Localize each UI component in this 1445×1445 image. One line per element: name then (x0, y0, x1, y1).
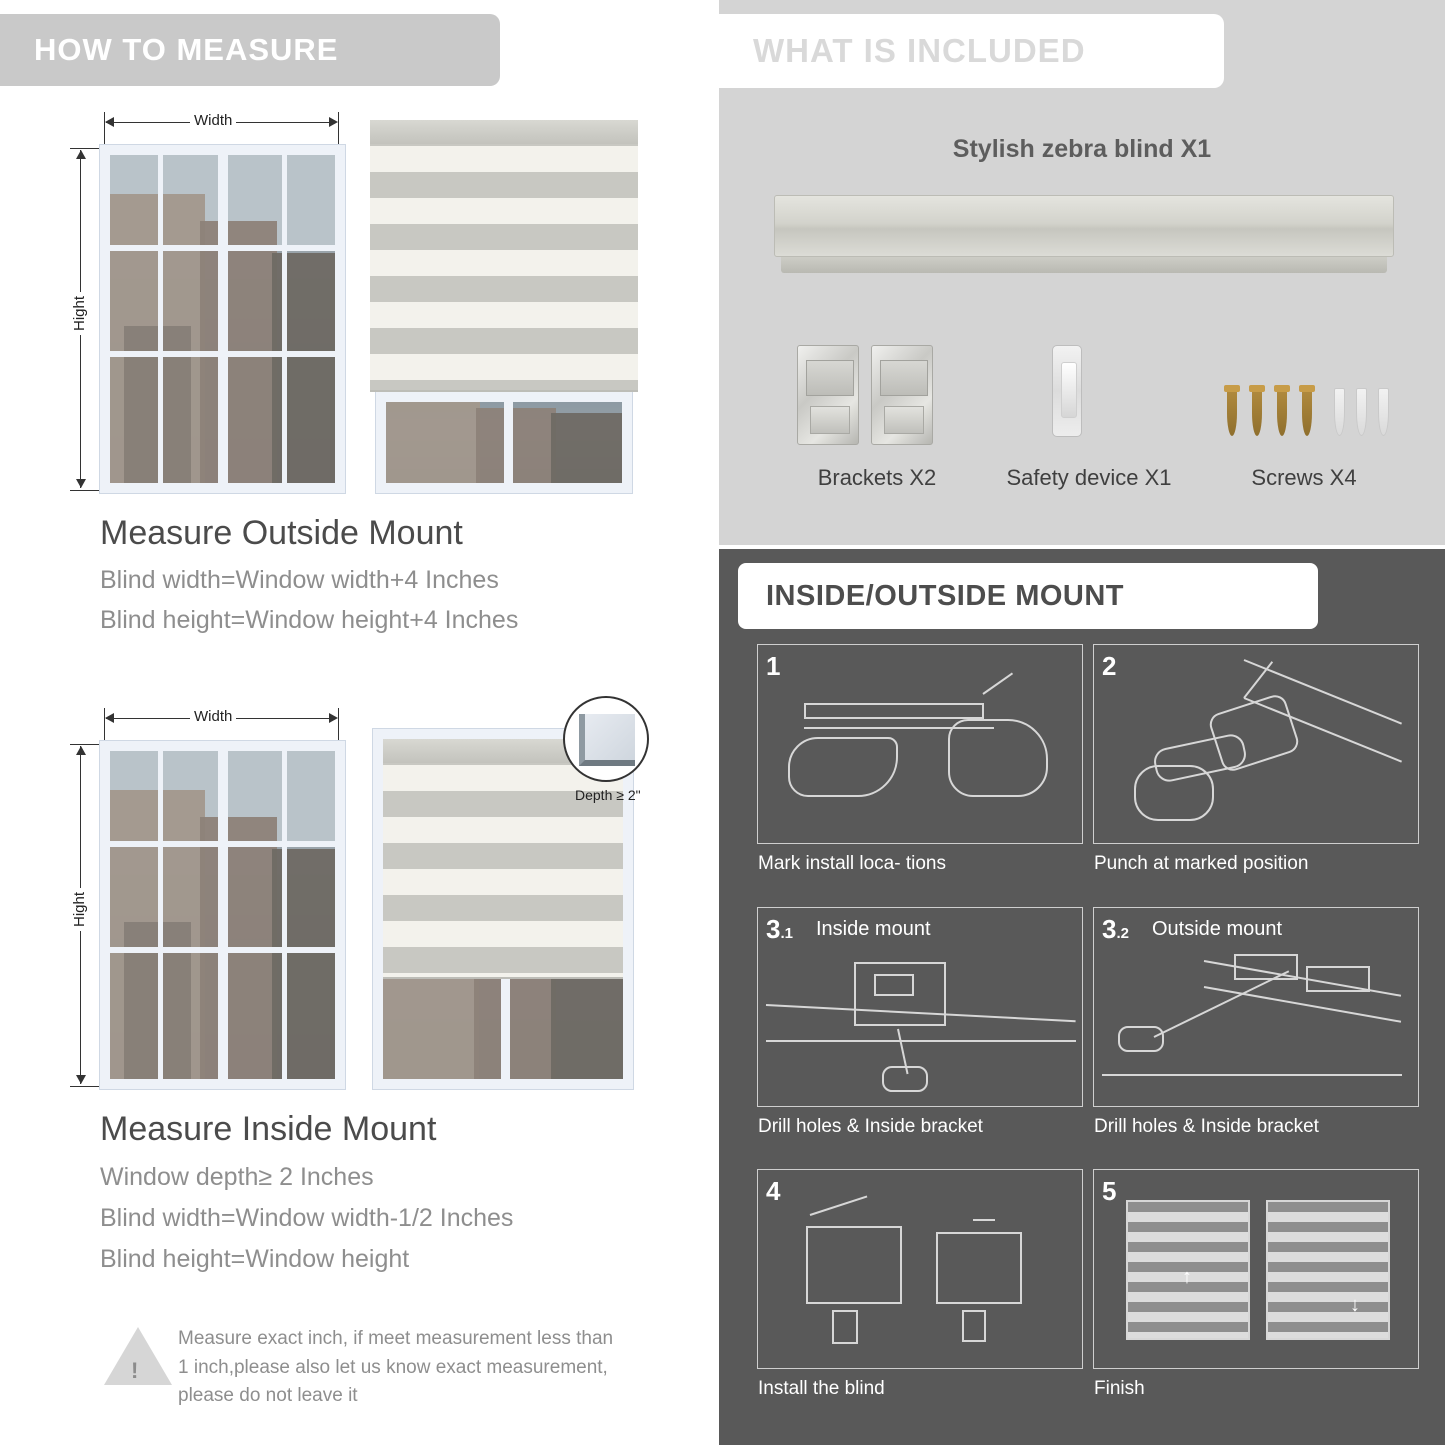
blind-preview-lowered (1266, 1200, 1390, 1340)
warning-exclamation-icon: ! (131, 1358, 139, 1383)
step-1-sketch (758, 645, 1082, 843)
zebra-blind-headrail-illustration (774, 195, 1394, 257)
dim-arrow (76, 150, 86, 159)
inside-mount-line-1: Window depth≥ 2 Inches (100, 1163, 374, 1191)
grid-bar (158, 751, 163, 1079)
zebra-shade (370, 120, 638, 392)
screwdriver-shaft (1154, 970, 1290, 1038)
grid-bar (110, 351, 335, 357)
step-2-number: 2 (1102, 651, 1117, 681)
depth-corner-illustration (579, 714, 635, 766)
bracket-outline (1234, 954, 1298, 980)
dim-arrow (329, 713, 338, 723)
step-2-sketch (1094, 645, 1418, 843)
bracket-icon (797, 345, 859, 445)
outer-frame (373, 729, 633, 1089)
depth-label: Depth ≥ 2" (575, 787, 641, 803)
wall-line (766, 1040, 1076, 1042)
step-4-sketch (758, 1170, 1082, 1368)
dim-arrow (105, 117, 114, 127)
warning-text: Measure exact inch, if meet measurement less than 1 inch,please also let us know exact measurement, please do not leave it (178, 1328, 614, 1406)
screwdriver-handle (882, 1066, 928, 1092)
hand (788, 737, 898, 797)
step-5-number: 5 (1102, 1176, 1117, 1206)
mullion (218, 751, 228, 1079)
hand (1134, 765, 1214, 821)
how-to-measure-banner: HOW TO MEASURE (0, 14, 500, 86)
bracket-icon (871, 345, 933, 445)
safety-device-label: Safety device X1 (1006, 465, 1172, 490)
blind-weight (832, 1310, 858, 1344)
depth-callout (563, 696, 649, 782)
safety-device-icon (1052, 345, 1082, 437)
window-illustration (100, 145, 345, 493)
outside-height-label: Hight (71, 292, 88, 335)
blind-headrail (370, 120, 638, 144)
grid-bar (282, 751, 287, 1079)
screw-icon (1277, 390, 1287, 436)
headrail-lip (781, 257, 1387, 273)
step-1-illustration (757, 644, 1083, 874)
dim-arrow (329, 117, 338, 127)
step-3-2-number: 3.2 (1102, 914, 1129, 944)
grid-bar (110, 841, 335, 847)
up-arrow-icon: ↑ (1182, 1266, 1192, 1288)
dim-arrow (76, 479, 86, 488)
screwdriver-handle (1118, 1026, 1164, 1052)
inside-outside-mount-panel (719, 549, 1445, 1445)
mullion (504, 402, 513, 483)
down-arrow-icon (973, 1219, 995, 1221)
building (551, 413, 622, 483)
screw-icon (1252, 390, 1262, 436)
what-is-included-panel (719, 0, 1445, 545)
blind-weight (962, 1310, 986, 1342)
step-3-1-sketch (758, 908, 1082, 1106)
down-arrow-icon: ↓ (1350, 1294, 1360, 1316)
step-1-caption: Mark install loca- tions (758, 853, 946, 874)
step-3-1-sub: .1 (780, 925, 793, 942)
screw-icon (1227, 390, 1237, 436)
step-3-2-illustration (1093, 907, 1419, 1137)
screws-label: Screws X4 (1251, 465, 1357, 490)
hand (948, 719, 1048, 797)
step-5-illustration (1093, 1169, 1419, 1399)
window-with-blind (370, 120, 638, 493)
bracket-slot (874, 974, 914, 996)
outside-mount-line-1: Blind width=Window width+4 Inches (100, 566, 499, 594)
step-3-1-number: 3.1 (766, 914, 793, 944)
wall-anchor-icon (1378, 388, 1389, 436)
included-product-title: Stylish zebra blind X1 (952, 135, 1212, 163)
inside-mount-line-2: Blind width=Window width-1/2 Inches (100, 1204, 514, 1232)
inside-mount-line-3: Blind height=Window height (100, 1245, 410, 1273)
lower-window (376, 392, 632, 493)
inside-outside-mount-banner: INSIDE/OUTSIDE MOUNT (738, 563, 1318, 629)
step-3-2-sub: .2 (1116, 925, 1129, 942)
grid-bar (158, 155, 163, 483)
dim-arrow (105, 713, 114, 723)
step-3-1-inline-label: Inside mount (816, 918, 931, 940)
building (476, 408, 556, 483)
tape-measure (804, 703, 984, 719)
step-4-illustration (757, 1169, 1083, 1399)
bracket-hint (810, 1196, 868, 1216)
step-3-2-sketch (1094, 908, 1418, 1106)
spark (982, 673, 1013, 695)
mullion (218, 155, 228, 483)
bracket-outline (1306, 966, 1370, 992)
step-3-2-inline-label: Outside mount (1152, 918, 1283, 940)
wall-line (1102, 1074, 1402, 1076)
grid-bar (282, 155, 287, 483)
outside-mount-line-2: Blind height=Window height+4 Inches (100, 606, 519, 634)
step-3-2-caption: Drill holes & Inside bracket (1094, 1116, 1319, 1137)
wall-anchor-icon (1356, 388, 1367, 436)
step-5-sketch (1094, 1170, 1418, 1368)
brackets-label: Brackets X2 (817, 465, 937, 490)
outside-width-label: Width (190, 112, 236, 129)
inside-mount-heading: Measure Inside Mount (100, 1110, 437, 1148)
step-2-illustration (1093, 644, 1419, 874)
step-1-number: 1 (766, 651, 781, 681)
blind-body (936, 1232, 1022, 1304)
step-4-number: 4 (766, 1176, 781, 1206)
window-with-blind (373, 729, 633, 1089)
wall-anchor-icon (1334, 388, 1345, 436)
outside-mount-heading: Measure Outside Mount (100, 514, 463, 552)
dim-arrow (76, 1075, 86, 1084)
inside-width-label: Width (190, 708, 236, 725)
inside-height-label: Hight (71, 888, 88, 931)
dim-arrow (76, 746, 86, 755)
window-illustration (100, 741, 345, 1089)
how-to-measure-panel (0, 0, 715, 1445)
step-2-caption: Punch at marked position (1094, 853, 1309, 874)
grid-bar (110, 245, 335, 251)
blind-body (806, 1226, 902, 1304)
what-is-included-banner: WHAT IS INCLUDED (719, 14, 1224, 88)
screw-icon (1302, 390, 1312, 436)
step-5-caption: Finish (1094, 1378, 1145, 1399)
grid-bar (110, 947, 335, 953)
step-3-1-caption: Drill holes & Inside bracket (758, 1116, 983, 1137)
step-3-1-illustration (757, 907, 1083, 1137)
building (386, 402, 480, 483)
step-4-caption: Install the blind (758, 1378, 885, 1399)
